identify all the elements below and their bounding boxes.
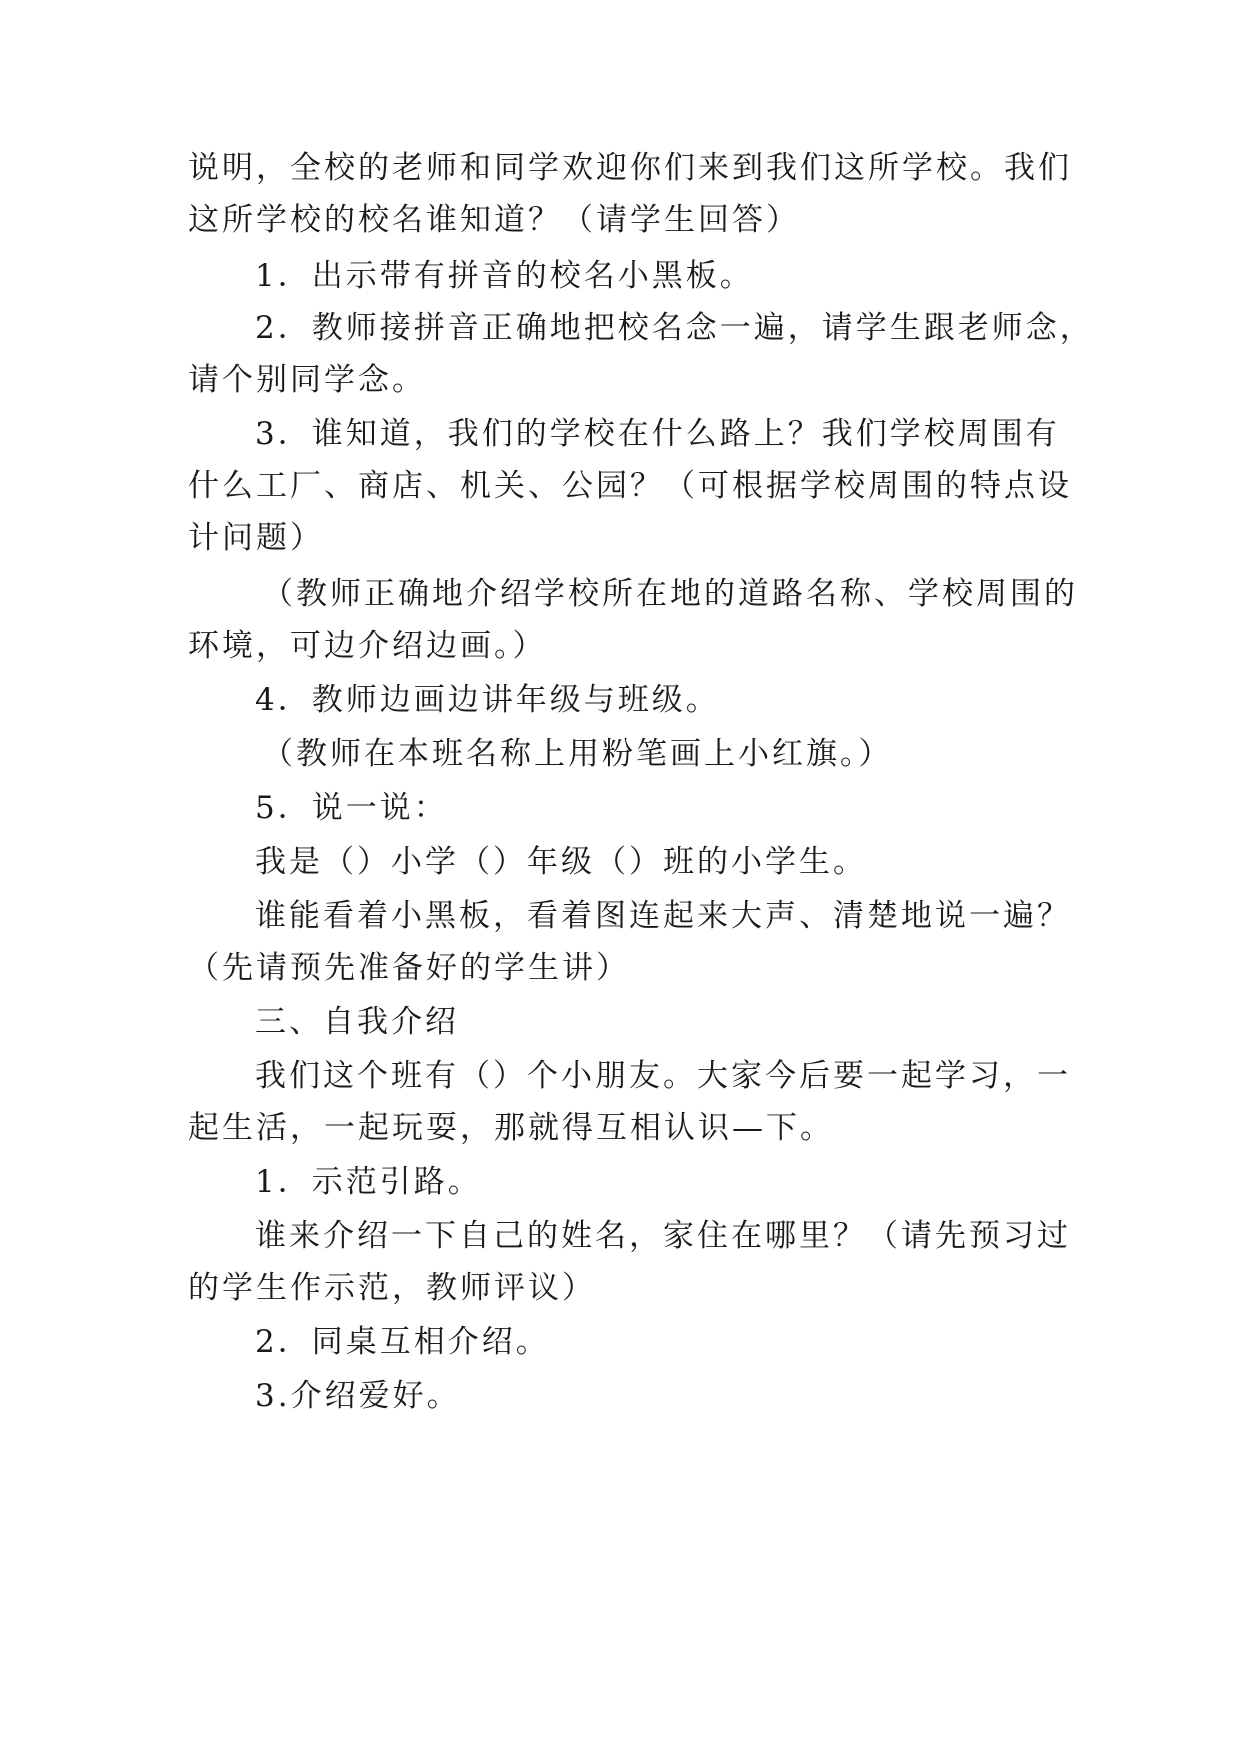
text-line: 2．教师接拼音正确地把校名念一遍，请学生跟老师念， xyxy=(255,310,1094,346)
text-line: （先请预先准备好的学生讲） xyxy=(188,950,630,986)
text-line: 3.介绍爱好。 xyxy=(255,1378,461,1414)
text-line: 请个别同学念。 xyxy=(188,362,426,398)
text-line: 起生活，一起玩耍，那就得互相认识—下。 xyxy=(188,1110,834,1146)
text-line: （教师在本班名称上用粉笔画上小红旗。） xyxy=(262,736,893,772)
text-line: 说明，全校的老师和同学欢迎你们来到我们这所学校。我们 xyxy=(188,150,1072,186)
text-line: 什么工厂、商店、机关、公园？（可根据学校周围的特点设 xyxy=(188,468,1072,504)
text-line: 谁来介绍一下自己的姓名，家住在哪里？（请先预习过 xyxy=(255,1218,1071,1254)
text-line: 环境，可边介绍边画。） xyxy=(188,628,547,664)
text-line: 这所学校的校名谁知道？（请学生回答） xyxy=(188,202,800,238)
text-line: 谁能看着小黑板，看着图连起来大声、清楚地说一遍？ xyxy=(255,898,1071,934)
text-line: 我是（）小学（）年级（）班的小学生。 xyxy=(255,844,867,880)
text-line: 计问题） xyxy=(188,520,324,556)
text-line: （教师正确地介绍学校所在地的道路名称、学校周围的 xyxy=(262,576,1078,612)
text-line: 1．示范引路。 xyxy=(255,1164,482,1200)
text-line: 我们这个班有（）个小朋友。大家今后要一起学习，一 xyxy=(255,1058,1071,1094)
text-line: 4．教师边画边讲年级与班级。 xyxy=(255,682,720,718)
text-line: 1．出示带有拼音的校名小黑板。 xyxy=(255,258,754,294)
text-line: 3．谁知道，我们的学校在什么路上？我们学校周围有 xyxy=(255,416,1060,452)
text-line: 2．同桌互相介绍。 xyxy=(255,1324,550,1360)
text-line: 的学生作示范，教师评议） xyxy=(188,1270,596,1306)
text-line: 5．说一说： xyxy=(255,790,448,826)
section-heading: 三、自我介绍 xyxy=(255,1004,459,1040)
